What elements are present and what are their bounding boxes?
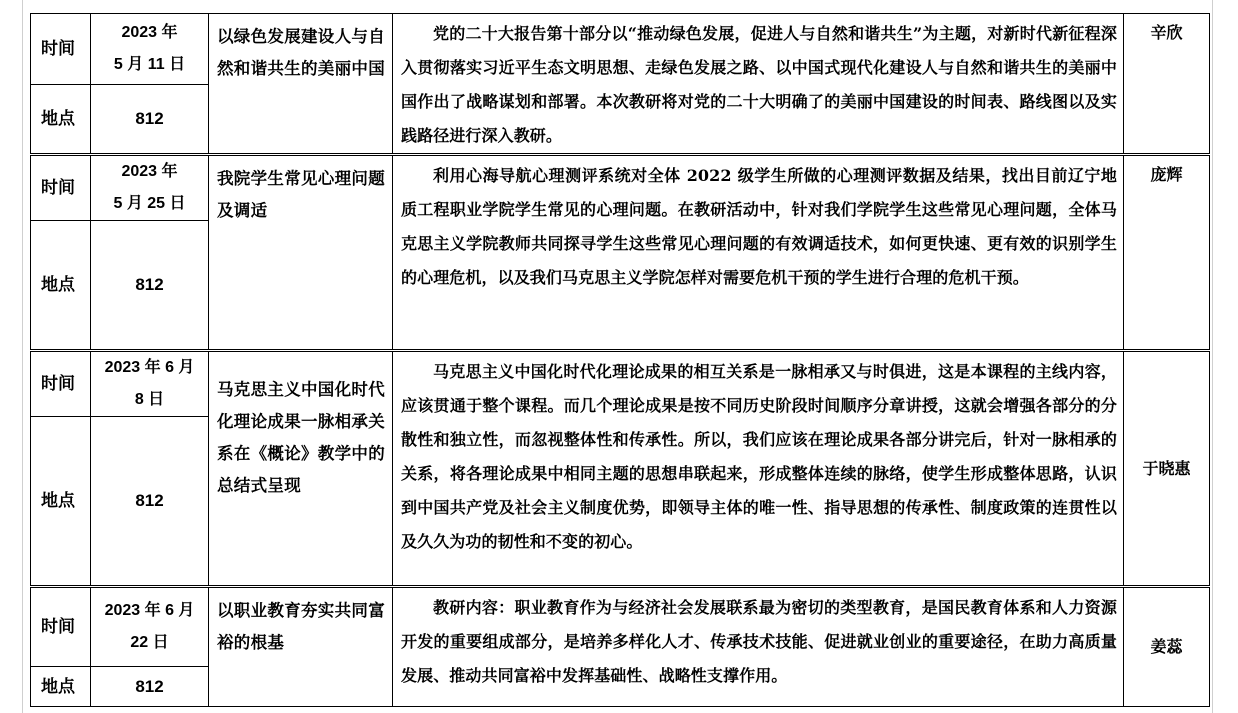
date-cell [91,155,209,221]
topic-cell: 以绿色发展建设人与自然和谐共生的美丽中国 [209,14,393,155]
location-value: 812 [91,85,209,155]
date-cell [91,14,209,85]
time-label: 时间 [31,351,91,417]
date-line-1: 2023 年 6 月 [104,602,195,619]
content-cell: 马克思主义中国化时代化理论成果的相互关系是一脉相承又与时俱进，这是本课程的主线内容，应该贯通于整个课程。而几个理论成果是按不同历史阶段时间顺序分章讲授，这就会增强各部分的分散性和独立性，而忽视整体性和传承性。所以，我们应该在理论成果各部分讲完后，针对一脉相承的关系，将各理论成果中相同主题的思想串联起来，形成整体连续的脉络，使学生形成整体思路，认识到中国共产党及社会主义制度优势，即领导主体的唯一性、指导思想的传承性、制度政策的连贯性以及久久为功的韧性和不变的初心。 [393,351,1124,587]
topic-cell: 马克思主义中国化时代化理论成果一脉相承关系在《概论》教学中的总结式呈现 [209,351,393,587]
table-row [31,587,1210,667]
presenter-name: 辛欣 [1124,14,1210,155]
page-margin-left [22,0,23,713]
topic-cell: 以职业教育夯实共同富裕的根基 [209,587,393,707]
time-label: 时间 [31,587,91,667]
page-margin-right [1212,0,1213,713]
date-line-1: 2023 年 6 月 [104,359,195,376]
research-schedule-table [30,13,1210,707]
content-cell: 利用心海导航心理测评系统对全体 2022 级学生所做的心理测评数据及结果，找出目前辽宁地质工程职业学院学生常见的心理问题。在教研活动中，针对我们学院学生这些常见心理问题，全体马克思主义学院教师共同探寻学生这些常见心理问题的有效调适技术，如何更快速、更有效的识别学生的心理危机，以及我们马克思主义学院怎样对需要危机干预的学生进行合理的危机干预。 [393,155,1124,351]
presenter-name: 庞辉 [1124,155,1210,351]
location-label: 地点 [31,417,91,587]
table-row [31,14,1210,85]
table-row [31,155,1210,221]
presenter-name: 于晓惠 [1124,351,1210,587]
date-line-1: 2023 年 [121,163,178,180]
date-line-2: 5 月 11 日 [113,56,186,74]
content-cell: 教研内容：职业教育作为与经济社会发展联系最为密切的类型教育，是国民教育体系和人力资源开发的重要组成部分，是培养多样化人才、传承技术技能、促进就业创业的重要途径，在助力高质量发展、推动共同富裕中发挥基础性、战略性支撑作用。 [393,587,1124,707]
date-line-1: 2023 年 [121,24,178,42]
presenter-name: 姜蕊 [1124,587,1210,707]
table-row [31,351,1210,417]
date-line-2: 22 日 [130,634,169,651]
location-value: 812 [91,221,209,351]
location-value: 812 [91,667,209,707]
time-label: 时间 [31,14,91,85]
topic-cell: 我院学生常见心理问题及调适 [209,155,393,351]
location-value: 812 [91,417,209,587]
location-label: 地点 [31,85,91,155]
date-cell [91,587,209,667]
date-line-2: 8 日 [134,391,165,408]
content-cell: 党的二十大报告第十部分以“推动绿色发展，促进人与自然和谐共生”为主题，对新时代新征程深入贯彻落实习近平生态文明思想、走绿色发展之路、以中国式现代化建设人与自然和谐共生的美丽中国作出了战略谋划和部署。本次教研将对党的二十大明确了的美丽中国建设的时间表、路线图以及实践路径进行深入教研。 [393,14,1124,155]
time-label: 时间 [31,155,91,221]
location-label: 地点 [31,221,91,351]
date-line-2: 5 月 25 日 [113,195,186,212]
date-cell [91,351,209,417]
location-label: 地点 [31,667,91,707]
